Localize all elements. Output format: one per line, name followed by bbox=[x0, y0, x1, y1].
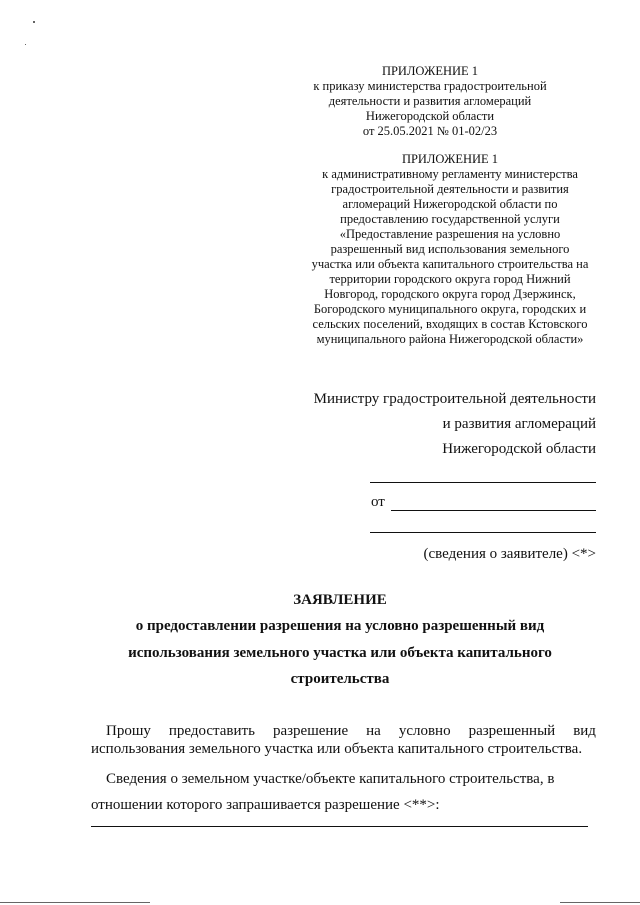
addressee-line-1: Министру градостроительной деятельности bbox=[313, 391, 596, 407]
statement-subtitle-line-1: о предоставлении разрешения на условно разрешенный вид bbox=[135, 618, 545, 634]
appendix-2-line: «Предоставление разрешения на условно bbox=[339, 227, 561, 241]
appendix-1-line: к приказу министерства градостроительной bbox=[313, 79, 547, 93]
appendix-2-line: территории городского округа город Нижний bbox=[329, 272, 571, 286]
appendix-2-line: агломераций Нижегородской области по bbox=[342, 197, 558, 211]
applicant-blank-line[interactable] bbox=[370, 532, 596, 533]
word: вид bbox=[573, 723, 596, 739]
addressee-line-3: Нижегородской области bbox=[442, 441, 596, 457]
statement-title: ЗАЯВЛЕНИЕ bbox=[293, 592, 387, 608]
appendix-1-date: от 25.05.2021 № 01-02/23 bbox=[362, 124, 498, 138]
appendix-2-line: участка или объекта капитального строительства на bbox=[311, 257, 589, 271]
appendix-2-label: ПРИЛОЖЕНИЕ 1 bbox=[401, 152, 499, 166]
scan-speck bbox=[25, 44, 26, 45]
appendix-2-line: к административному регламенту министерства bbox=[322, 167, 578, 181]
appendix-1-block bbox=[300, 64, 560, 139]
from-label: от bbox=[371, 494, 385, 510]
details-blank-line[interactable] bbox=[91, 826, 588, 827]
word: условно bbox=[398, 723, 451, 739]
appendix-2-line: градостроительной деятельности и развития bbox=[331, 182, 569, 196]
appendix-2-line: муниципального района Нижегородской области» bbox=[316, 332, 584, 346]
appendix-1-line: деятельности и развития агломераций bbox=[328, 94, 532, 108]
appendix-2-line: Богородского муниципального округа, городских и bbox=[313, 302, 587, 316]
word: разрешение bbox=[272, 723, 349, 739]
statement-subtitle-line-2: использования земельного участка или объекта капитального bbox=[128, 645, 552, 661]
word: на bbox=[366, 723, 381, 739]
word: разрешенный bbox=[468, 723, 556, 739]
applicant-blank-line[interactable] bbox=[370, 482, 596, 483]
paragraph-2-line-2: отношении которого запрашивается разрешение <**>: bbox=[91, 797, 440, 813]
appendix-2-line: разрешенный вид использования земельного bbox=[330, 242, 570, 256]
paragraph-2-line-1: Сведения о земельном участке/объекте капитального строительства, в bbox=[106, 771, 555, 787]
statement-subtitle-line-3: строительства bbox=[290, 671, 390, 687]
scan-speck bbox=[33, 21, 35, 23]
appendix-2-block bbox=[290, 152, 610, 347]
appendix-1-label: ПРИЛОЖЕНИЕ 1 bbox=[381, 64, 479, 78]
word: Прошу bbox=[106, 723, 151, 739]
paragraph-1-line-1 bbox=[106, 722, 596, 740]
paragraph-1-line-2: использования земельного участка или объекта капитального строительства. bbox=[91, 741, 583, 757]
applicant-from-line[interactable] bbox=[391, 510, 596, 511]
scan-edge-line bbox=[560, 902, 640, 903]
appendix-2-line: предоставлению государственной услуги bbox=[340, 212, 560, 226]
scan-edge-line bbox=[0, 902, 150, 903]
appendix-2-line: Новгород, городского округа город Дзержинск, bbox=[324, 287, 576, 301]
appendix-2-line: сельских поселений, входящих в состав Кстовского bbox=[312, 317, 588, 331]
applicant-note: (сведения о заявителе) <*> bbox=[423, 546, 596, 562]
appendix-1-line: Нижегородской области bbox=[365, 109, 495, 123]
word: предоставить bbox=[168, 723, 255, 739]
addressee-line-2: и развития агломераций bbox=[442, 416, 596, 432]
